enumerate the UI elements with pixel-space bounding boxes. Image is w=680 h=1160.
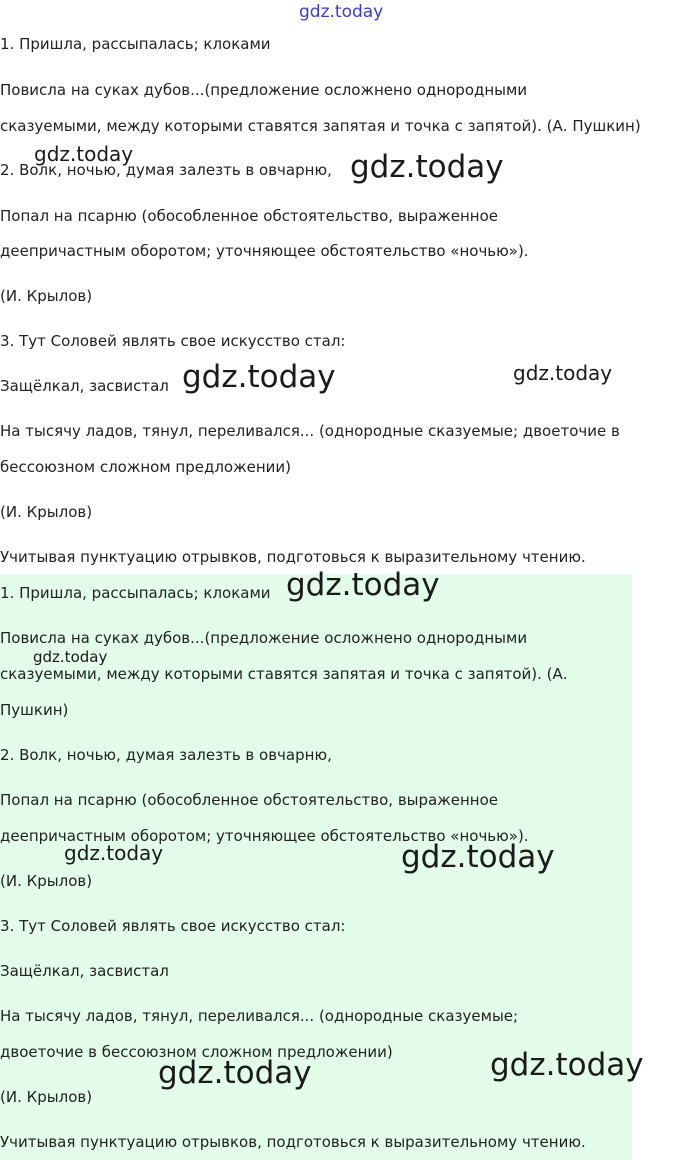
text-line: 3. Тут Соловей являть свое искусство стал: bbox=[0, 332, 346, 350]
watermark: gdz.today bbox=[490, 1047, 644, 1083]
watermark: gdz.today bbox=[158, 1055, 312, 1091]
text-line: 2. Волк, ночью, думая залезть в овчарню, bbox=[0, 161, 332, 179]
watermark: gdz.today bbox=[401, 839, 555, 875]
text-line: сказуемыми, между которыми ставятся запятая и точка с запятой). (А. Пушкин) bbox=[0, 117, 641, 135]
text-line: Повисла на суках дубов...(предложение осложнено однородными bbox=[0, 81, 528, 99]
watermark: gdz.today bbox=[286, 567, 440, 603]
site-watermark-top: gdz.today bbox=[299, 2, 384, 22]
watermark: gdz.today bbox=[350, 149, 504, 185]
text-line: деепричастным оборотом; уточняющее обстоятельство «ночью»). bbox=[0, 827, 529, 845]
watermark: gdz.today bbox=[64, 841, 164, 865]
watermark: gdz.today bbox=[182, 359, 336, 395]
text-line: (И. Крылов) bbox=[0, 287, 93, 305]
text-line: бессоюзном сложном предложении) bbox=[0, 458, 292, 476]
text-line: (И. Крылов) bbox=[0, 872, 93, 890]
watermark: gdz.today bbox=[34, 142, 134, 166]
text-line: 2. Волк, ночью, думая залезть в овчарню, bbox=[0, 746, 332, 764]
text-line: Повисла на суках дубов...(предложение осложнено однородными bbox=[0, 629, 528, 647]
text-line: Учитывая пунктуацию отрывков, подготовься к выразительному чтению. bbox=[0, 548, 586, 566]
text-line: 3. Тут Соловей являть свое искусство стал: bbox=[0, 917, 346, 935]
text-line: Защёлкал, засвистал bbox=[0, 377, 169, 395]
text-line: двоеточие в бессоюзном сложном предложении) bbox=[0, 1043, 393, 1061]
watermark: gdz.today bbox=[33, 648, 108, 666]
text-line: (И. Крылов) bbox=[0, 503, 93, 521]
text-line: 1. Пришла, рассыпалась; клоками bbox=[0, 584, 271, 602]
text-line: На тысячу ладов, тянул, переливался... (однородные сказуемые; bbox=[0, 1007, 519, 1025]
text-line: Защёлкал, засвистал bbox=[0, 962, 169, 980]
text-line: 1. Пришла, рассыпалась; клоками bbox=[0, 35, 271, 53]
text-line: сказуемыми, между которыми ставятся запятая и точка с запятой). (А. bbox=[0, 665, 568, 683]
text-line: Пушкин) bbox=[0, 701, 69, 719]
text-line: Попал на псарню (обособленное обстоятельство, выраженное bbox=[0, 207, 498, 225]
text-line: Учитывая пунктуацию отрывков, подготовься к выразительному чтению. bbox=[0, 1133, 586, 1151]
watermark: gdz.today bbox=[513, 361, 613, 385]
text-line: (И. Крылов) bbox=[0, 1088, 93, 1106]
text-line: На тысячу ладов, тянул, переливался... (однородные сказуемые; двоеточие в bbox=[0, 422, 620, 440]
text-line: Попал на псарню (обособленное обстоятельство, выраженное bbox=[0, 791, 498, 809]
text-line: деепричастным оборотом; уточняющее обстоятельство «ночью»). bbox=[0, 242, 529, 260]
